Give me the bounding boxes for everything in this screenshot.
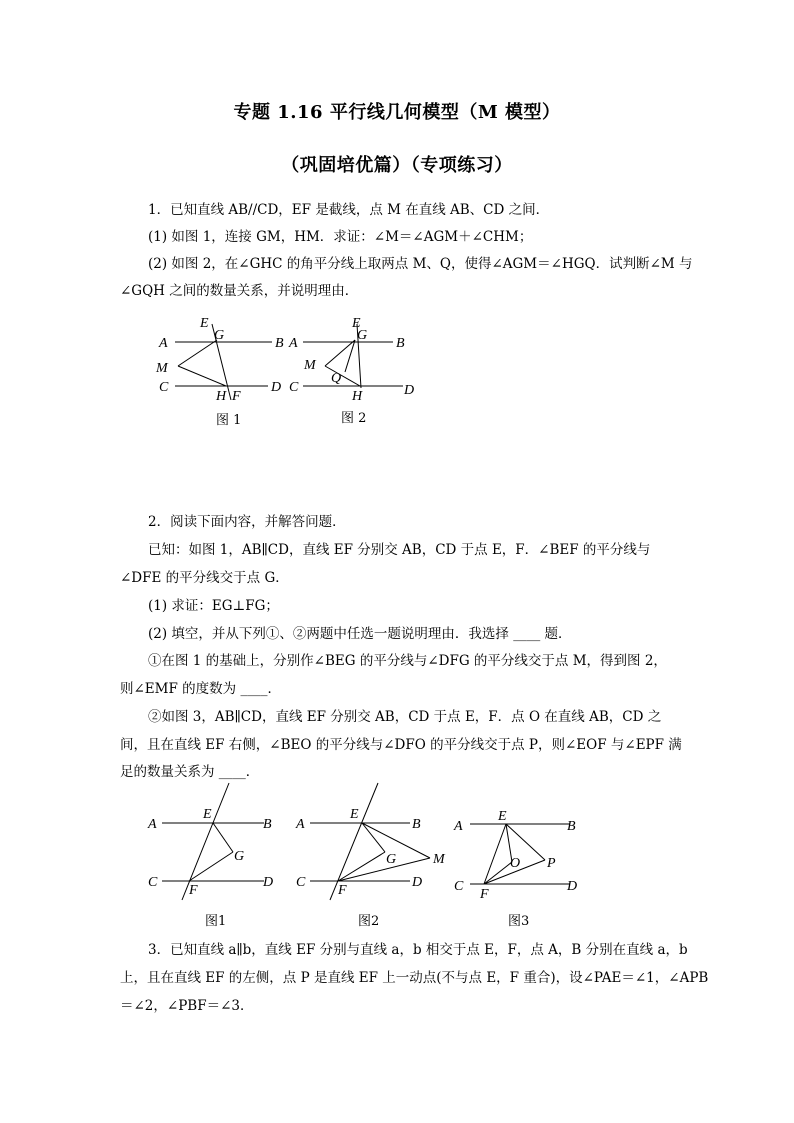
problem-2-line-9: 间，且在直线 EF 右侧，∠BEO 的平分线与∠DFO 的平分线交于点 P，则∠EOF 与∠EPF 满 xyxy=(120,737,682,753)
label-m: M xyxy=(304,358,316,373)
label-d: D xyxy=(567,879,578,894)
figure-2-1 xyxy=(140,780,285,905)
label-d: D xyxy=(404,383,415,398)
problem-2-line-5: (2) 填空，并从下列①、②两题中任选一题说明理由．我选择 ____ 题． xyxy=(148,626,572,642)
label-a: A xyxy=(289,336,298,351)
label-e: E xyxy=(352,316,361,331)
label-d: D xyxy=(263,875,274,890)
problem-3-line-2: 上，且在直线 EF 的左侧，点 P 是直线 EF 上一动点(不与点 E，F 重合)，设∠PAE＝∠1，∠APB xyxy=(120,970,709,986)
label-o: O xyxy=(510,856,521,871)
label-e: E xyxy=(200,316,209,331)
problem-3-line-3: ＝∠2，∠PBF＝∠3． xyxy=(120,998,254,1014)
label-e: E xyxy=(203,807,212,822)
label-c: C xyxy=(289,380,299,395)
figure-2-2-caption: 图2 xyxy=(358,914,380,929)
label-c: C xyxy=(148,875,158,890)
label-h: H xyxy=(352,389,363,400)
label-d: D xyxy=(412,875,423,890)
label-f: F xyxy=(232,389,241,400)
label-b: B xyxy=(396,336,405,351)
label-b: B xyxy=(412,817,421,832)
label-d: D xyxy=(271,380,282,395)
figure-1-1 xyxy=(150,310,300,400)
label-c: C xyxy=(159,380,169,395)
label-a: A xyxy=(159,336,168,351)
figure-2-2 xyxy=(290,780,450,905)
label-m: M xyxy=(433,852,445,867)
page-subtitle: （巩固培优篇）（专项练习） xyxy=(281,155,513,176)
problem-2-line-3: ∠DFE 的平分线交于点 G． xyxy=(120,570,289,586)
problem-2-line-6: ①在图 1 的基础上，分别作∠BEG 的平分线与∠DFG 的平分线交于点 M，得到图 2， xyxy=(148,653,667,669)
label-e: E xyxy=(350,807,359,822)
problem-2-line-1: 2．阅读下面内容，并解答问题． xyxy=(148,514,346,530)
label-g: G xyxy=(214,328,225,343)
label-a: A xyxy=(148,817,157,832)
figure-1-2-caption: 图 2 xyxy=(341,411,367,426)
label-g: G xyxy=(386,852,397,867)
label-c: C xyxy=(296,875,306,890)
problem-2-line-10: 足的数量关系为 ____． xyxy=(120,764,260,780)
label-m: M xyxy=(156,361,168,376)
figure-2-1-caption: 图1 xyxy=(205,914,227,929)
problem-2-line-7: 则∠EMF 的度数为 ____． xyxy=(120,681,281,697)
problem-1-line-2: (1) 如图 1，连接 GM，HM．求证：∠M＝∠AGM＋∠CHM； xyxy=(148,229,533,245)
problem-2-line-4: (1) 求证：EG⊥FG； xyxy=(148,598,279,614)
figure-1-1-caption: 图 1 xyxy=(216,413,242,428)
label-a: A xyxy=(296,817,305,832)
problem-1-line-1: 1．已知直线 AB//CD，EF 是截线，点 M 在直线 AB、CD 之间． xyxy=(148,202,550,218)
problem-3-line-1: 3．已知直线 a∥b，直线 EF 分别与直线 a，b 相交于点 E，F，点 A，B 分别在直线 a，b xyxy=(148,942,688,958)
figure-2-3 xyxy=(448,800,588,905)
label-b: B xyxy=(263,817,272,832)
label-e: E xyxy=(498,809,507,824)
figure-1-2 xyxy=(285,310,425,400)
label-f: F xyxy=(189,883,198,898)
problem-1-line-3: (2) 如图 2，在∠GHC 的角平分线上取两点 M、Q，使得∠AGM＝∠HGQ．试判断∠M 与 xyxy=(148,256,693,272)
label-b: B xyxy=(567,819,576,834)
label-g: G xyxy=(357,328,368,343)
label-b: B xyxy=(275,336,284,351)
label-a: A xyxy=(454,819,463,834)
label-p: P xyxy=(547,856,556,871)
label-c: C xyxy=(454,879,464,894)
problem-2-line-8: ②如图 3，AB∥CD，直线 EF 分别交 AB，CD 于点 E，F．点 O 在直线 AB，CD 之 xyxy=(148,709,662,725)
label-f: F xyxy=(338,883,347,898)
page-title: 专题 1.16 平行线几何模型（M 模型） xyxy=(233,102,561,123)
label-h: H xyxy=(216,389,227,400)
label-q: Q xyxy=(331,371,342,386)
problem-1-line-4: ∠GQH 之间的数量关系，并说明理由． xyxy=(120,283,359,299)
label-g: G xyxy=(234,849,245,864)
figure-2-3-caption: 图3 xyxy=(508,914,530,929)
problem-2-line-2: 已知：如图 1，AB∥CD，直线 EF 分别交 AB，CD 于点 E，F．∠BEF 的平分线与 xyxy=(148,542,651,558)
label-f: F xyxy=(480,887,489,902)
